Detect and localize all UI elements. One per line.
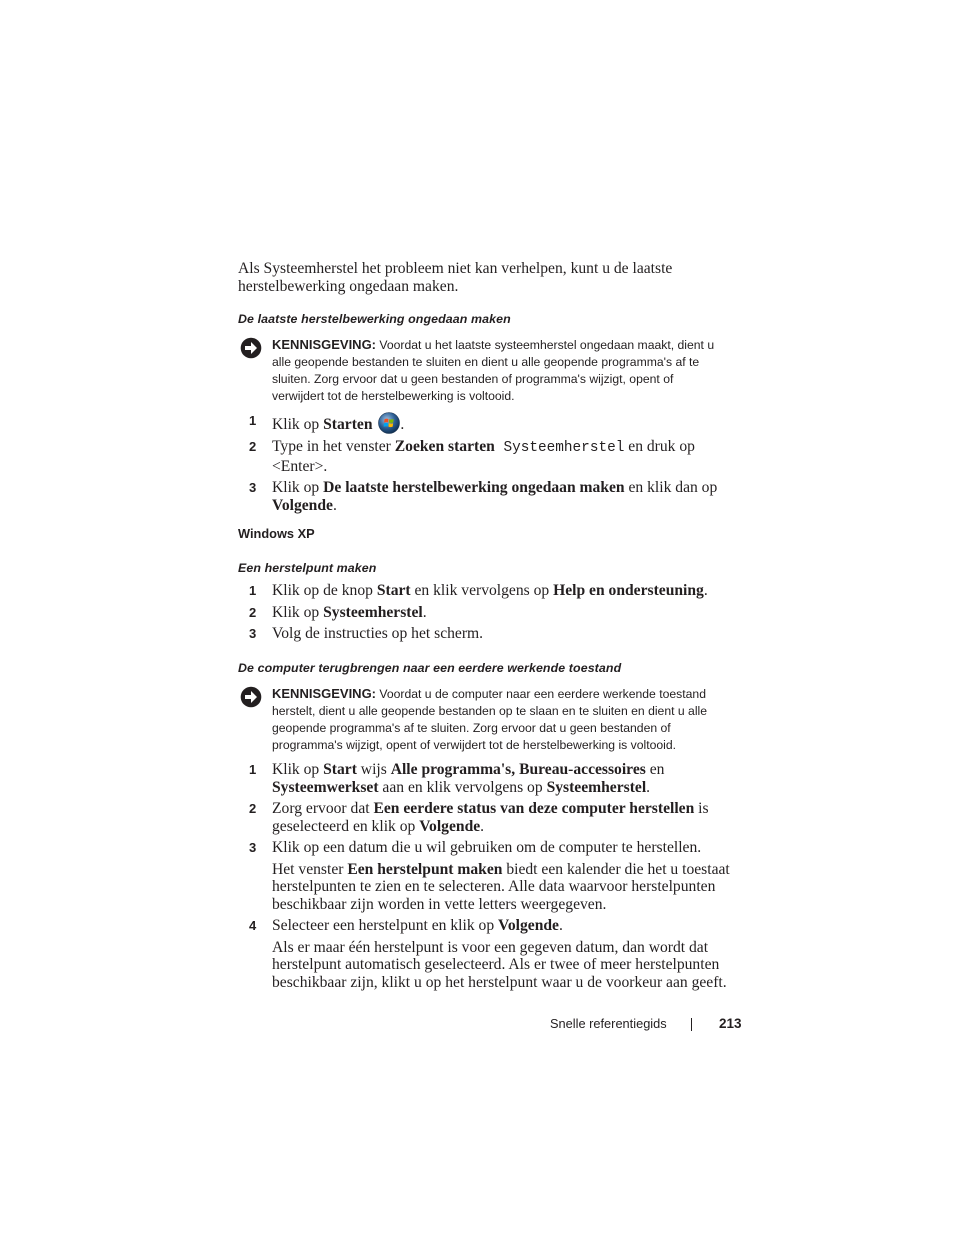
ui-label-bureau-accessoires: Bureau-accessoires [519, 761, 646, 778]
ui-label-starten: Starten [323, 416, 373, 433]
list-item [238, 917, 738, 991]
notice-label: KENNISGEVING: [272, 686, 377, 701]
step-number: 4 [249, 918, 257, 933]
step-number: 2 [249, 801, 257, 816]
step-detail-paragraph [272, 861, 738, 914]
step-text: beschikbaar zijn, klikt u op het herstelpunt waar u de voorkeur aan geeft. [272, 973, 727, 991]
step-number: 3 [249, 840, 257, 855]
footer-separator [691, 1018, 692, 1031]
step-text: . [558, 917, 563, 934]
heading-undo-restore: De laatste herstelbewerking ongedaan maken [238, 312, 511, 326]
heading-windows-xp: Windows XP [238, 526, 315, 541]
heading-restore-computer: De computer terugbrengen naar een eerdere werkende toestand [238, 661, 622, 675]
step-text: aan en klik vervolgens op [378, 778, 547, 796]
step-text: Klik op de knop [272, 582, 377, 599]
step-number: 2 [249, 439, 257, 454]
ui-label-start: Start [323, 761, 357, 778]
ui-label-help: Help en ondersteuning [553, 582, 704, 599]
ui-label-systeemherstel: Systeemherstel [546, 778, 647, 796]
ui-label-volgende: Volgende [498, 917, 559, 934]
step-text: <Enter>. [272, 457, 328, 475]
ui-label-een-herstelpunt-maken: Een herstelpunt maken [347, 860, 503, 878]
step-text: en [645, 761, 665, 778]
step-text: Selecteer een herstelpunt en klik op [272, 917, 499, 934]
step-text: Klik op [272, 603, 324, 621]
heading-create-restore-point: Een herstelpunt maken [238, 561, 377, 575]
list-item [238, 479, 738, 514]
step-number: 2 [249, 604, 257, 620]
ui-label-start: Start [376, 582, 411, 599]
step-text: Als er maar één herstelpunt is voor een gegeven datum, dan wordt dat [272, 938, 709, 956]
create-steps-list [238, 582, 738, 643]
step-text: Het venster [272, 860, 348, 878]
step-detail-paragraph [272, 939, 738, 992]
list-item [238, 604, 738, 622]
notice-arrow-icon [240, 686, 262, 708]
ui-label-volgende: Volgende [419, 817, 481, 835]
intro-paragraph [238, 260, 738, 295]
undo-steps-list [238, 412, 738, 514]
step-number: 1 [249, 762, 257, 777]
notice-restore [238, 685, 772, 754]
step-text: Volg de instructies op het scherm. [272, 625, 484, 642]
list-item [238, 438, 738, 475]
step-text: biedt een kalender die het u toestaat [502, 860, 730, 878]
ui-label-zoeken-starten: Zoeken starten [394, 438, 495, 455]
step-number: 3 [249, 626, 257, 641]
step-text: , [511, 761, 520, 778]
step-text: en klik vervolgens op [410, 582, 554, 599]
step-number: 3 [249, 480, 257, 495]
step-number: 1 [249, 583, 257, 598]
step-text: geselecteerd en klik op [272, 817, 420, 835]
step-number: 1 [249, 413, 257, 428]
step-text: Zorg ervoor dat [272, 800, 374, 817]
notice-text: alle geopende bestanden te sluiten en dient u alle geopende programma's af te [272, 355, 700, 369]
typed-command: Systeemherstel [494, 440, 625, 456]
step-text: Type in het venster [272, 438, 395, 455]
step-text: beschikbaar zijn worden in vette letters weergegeven. [272, 895, 607, 913]
step-text: is [694, 800, 709, 817]
step-text: . [703, 582, 708, 599]
restore-steps-list [238, 761, 738, 991]
step-text: Klik op een datum die u wil gebruiken om de computer te herstellen. [272, 839, 702, 856]
notice-text: Voordat u het laatste systeemherstel ongedaan maakt, dient u [376, 338, 715, 352]
ui-label-systeemwerkset: Systeemwerkset [272, 778, 379, 796]
list-item [238, 625, 738, 643]
windows-start-orb-icon [378, 412, 400, 434]
step-text: Klik op [272, 416, 324, 433]
list-item [238, 412, 738, 434]
ui-label-restore-earlier-state: Een eerdere status van deze computer herstellen [373, 800, 695, 817]
notice-arrow-icon [240, 337, 262, 359]
ui-label-volgende: Volgende [272, 496, 333, 514]
step-text: herstelpunten te zien en te selecteren. Alle data waarvoor herstelpunten [272, 878, 716, 895]
step-text: . [646, 778, 651, 796]
notice-text: verwijdert tot de herstelbewerking is voltooid. [272, 389, 515, 403]
list-item [238, 800, 738, 835]
notice-undo [238, 336, 772, 405]
notice-text: programma's wijzigt, opent of verwijdert tot de herstelbewerking is voltooid. [272, 738, 677, 752]
intro-line: herstelbewerking ongedaan maken. [238, 277, 459, 295]
step-text: en klik dan op [624, 479, 718, 496]
ui-label-undo-option: De laatste herstelbewerking ongedaan maken [323, 479, 625, 496]
step-text: . [332, 496, 337, 514]
intro-line: Als Systeemherstel het probleem niet kan verhelpen, kunt u de laatste [238, 260, 673, 277]
page-number: 213 [719, 1016, 742, 1031]
notice-text: sluiten. Zorg ervoor dat u geen bestanden of programma's wijzigt, opent of [272, 372, 674, 386]
list-item [238, 761, 738, 796]
footer-guide-title: Snelle referentiegids [550, 1016, 667, 1031]
step-text: herstelpunt automatisch geselecteerd. Als er twee of meer herstelpunten [272, 956, 720, 973]
step-text: Klik op [272, 761, 324, 778]
step-text: . [480, 817, 485, 835]
notice-label: KENNISGEVING: [272, 337, 377, 352]
step-text: en druk op [624, 438, 695, 455]
step-text: wijs [356, 761, 391, 778]
step-text: Klik op [272, 479, 324, 496]
notice-text: geopende programma's af te sluiten. Zorg ervoor dat u geen bestanden of [272, 721, 671, 735]
notice-text: Voordat u de computer naar een eerdere werkende toestand [376, 687, 706, 701]
notice-text: herstelt, dient u alle geopende bestanden op te slaan en te sluiten en dient u alle [272, 704, 708, 718]
ui-label-systeemherstel: Systeemherstel [323, 603, 423, 621]
ui-label-alle-programmas: Alle programma's [390, 761, 512, 778]
list-item [238, 839, 738, 913]
step-text: . [400, 416, 405, 433]
step-text: . [422, 603, 427, 621]
list-item [238, 582, 738, 600]
